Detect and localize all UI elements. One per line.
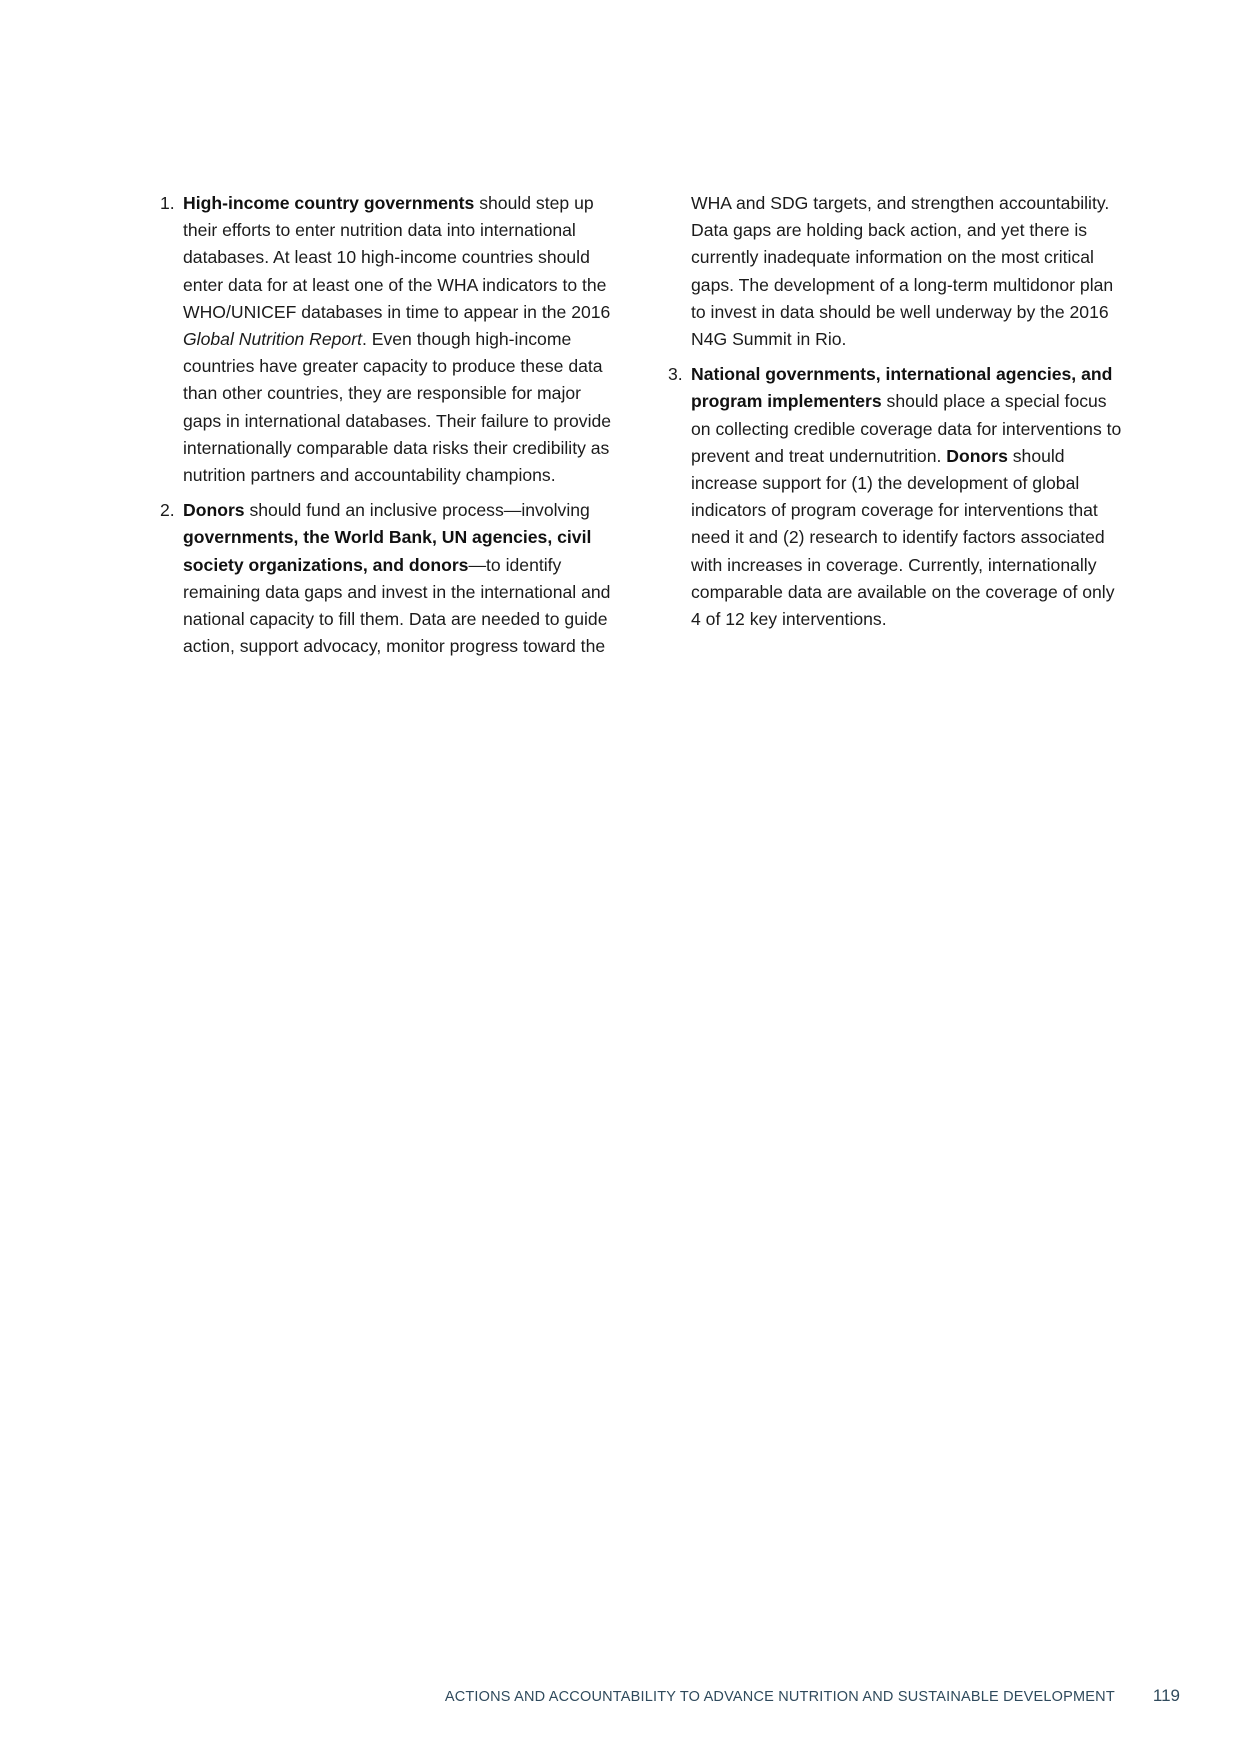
item-1-text-2: . Even though high-income countries have greater capacity to produce these data than other countries, they are responsible for major gaps in international databases. Their failure to provide internationally comparable data risks their credibility as nutrition partners and accountability champions. [183, 329, 612, 486]
recommendations-list [161, 190, 1161, 710]
item-2-actor: Donors [183, 500, 245, 521]
report-title: Global Nutrition Report [183, 329, 362, 350]
item-3-actor: National governments, international agencies, and program implementers [691, 364, 1113, 412]
recommendation-item-2 [161, 497, 616, 660]
item-2-text-2: —to identify remaining data gaps and invest in the international and national capacity to fill them. Data are needed to guide action, support advocacy, monitor progress toward the [183, 554, 611, 657]
item-3-text: should place a special focus on collecting credible coverage data for interventions to prevent and treat undernutrition. [691, 391, 1122, 466]
page-number: 119 [1152, 1686, 1180, 1705]
left-column [161, 190, 616, 668]
item-2-stakeholders: governments, the World Bank, UN agencies, civil society organizations, and donors [183, 527, 592, 575]
item-1-actor: High-income country governments [183, 193, 475, 213]
recommendation-item-3 [669, 361, 1124, 633]
item-number: 2. [160, 500, 175, 521]
item-3-text-2: should increase support for (1) the development of global indicators of program coverage for interventions that need it and (2) research to identify factors associated with increases in coverage. Currently, internationally comparable data are available on the coverage of only 4 of 12 key interventions. [691, 445, 1115, 630]
item-1-text: should step up their efforts to enter nutrition data into international databases. At least 10 high-income countries should enter data for at least one of the WHA indicators to the WHO/UNICEF databases in time to appear in the 2016 [183, 193, 611, 322]
page-footer [445, 1686, 1180, 1706]
item-2-continuation: WHA and SDG targets, and strengthen accountability. Data gaps are holding back action, and yet there is currently inadequate information on the most critical gaps. The development of a long-term multidonor plan to invest in data should be well underway by the 2016 N4G Summit in Rio. [691, 193, 1114, 350]
running-title: ACTIONS AND ACCOUNTABILITY TO ADVANCE NUTRITION AND SUSTAINABLE DEVELOPMENT [444, 1689, 1115, 1705]
recommendation-item-1 [161, 190, 616, 489]
item-number: 3. [668, 364, 683, 385]
right-column [669, 190, 1124, 641]
item-2-text: should fund an inclusive process—involving [244, 500, 590, 521]
item-3-donors: Donors [946, 445, 1008, 466]
item-number: 1. [160, 193, 175, 213]
